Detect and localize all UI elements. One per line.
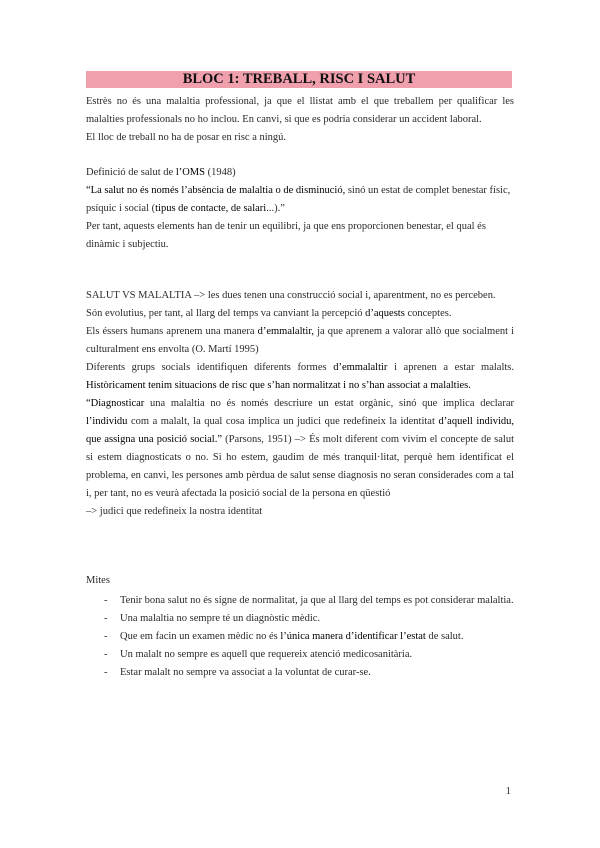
list-dash: - (104, 667, 108, 678)
page-number: 1 (505, 786, 511, 797)
list-dash: - (104, 649, 108, 660)
mites-list-item: - Que em facin un examen mèdic no és l’única manera d’identificar l’estat de salut. (86, 628, 514, 646)
salut-vs-paragraph-3: Diferents grups socials identifiquen diferents formes d’emmalaltir i aprenen a estar malalts. Històricament tenim situacions de risc que s’han normalitzat i no s’han associat a malalties. (86, 362, 515, 391)
intro-paragraph-2: El lloc de treball no ha de posar en risc a ningú. (86, 132, 287, 143)
oms-section (86, 164, 514, 254)
salut-vs-paragraph-4: “Diagnosticar una malaltia no és només descriure un estat orgànic, sinó que implica declarar l’individu com a malalt, la qual cosa implica un judici que redefineix la identitat d’aquell individu, que assigna una posició social.” (Parsons, 1951) –> És molt diferent com vivim el concepte de salut si estem diagnosticats o no. Si ho estem, gaudim de més tranquil·litat, perquè hem identificat el problema, en canvi, les persones amb pèrdua de salut sense diagnosis no seran considerades com a tal i, per tant, no es veurà afectada la posició social de la persona en qüestió (86, 398, 515, 499)
mites-list-item: - Una malaltia no sempre té un diagnòstic mèdic. (86, 610, 514, 628)
oms-quote: “La salut no és només l’absència de malaltia o de disminució, sinó un estat de complet benestar físic, psíquic i social (tipus de contacte, de salari...).” (86, 185, 511, 214)
mites-list (86, 592, 514, 682)
list-dash: - (104, 595, 108, 606)
salut-vs-paragraph-2: Els éssers humans aprenem una manera d’emmalaltir, ja que aprenem a valorar allò que socialment i culturalment ens envolta (O. Martí 1995) (86, 326, 514, 355)
intro-paragraph: Estrès no és una malaltia professional, ja que el llistat amb el que treballem per qualificar les malalties professionals no ho inclou. En canvi, si que es podria considerar un accident laboral. (86, 96, 514, 125)
mites-list-item: - Tenir bona salut no és signe de normalitat, ja que al llarg del temps es pot considerar malaltia. (86, 592, 514, 610)
mites-list-item: - Estar malalt no sempre va associat a la voluntat de curar-se. (86, 664, 514, 682)
salut-vs-paragraph-1: SALUT VS MALALTIA –> les dues tenen una construcció social i, aparentment, no es perceben. Són evolutius, per tant, al llarg del temps va canviant la percepció d’aquests conceptes. (86, 290, 496, 319)
salut-vs-malaltia-section (86, 287, 514, 521)
salut-vs-paragraph-5: –> judici que redefineix la nostra identitat (86, 506, 263, 517)
oms-heading: Definició de salut de l’OMS (1948) (86, 167, 236, 178)
list-dash: - (104, 631, 108, 642)
oms-paragraph: Per tant, aquests elements han de tenir un equilibri, ja que ens proporcionen benestar, el qual és dinàmic i subjectiu. (86, 221, 486, 250)
mites-list-item: - Un malalt no sempre es aquell que requereix atenció medicosanitària. (86, 646, 514, 664)
mites-heading: Mites (86, 575, 110, 586)
intro-section (86, 93, 514, 147)
list-dash: - (104, 613, 108, 624)
page-title: BLOC 1: TREBALL, RISC I SALUT (182, 71, 416, 87)
